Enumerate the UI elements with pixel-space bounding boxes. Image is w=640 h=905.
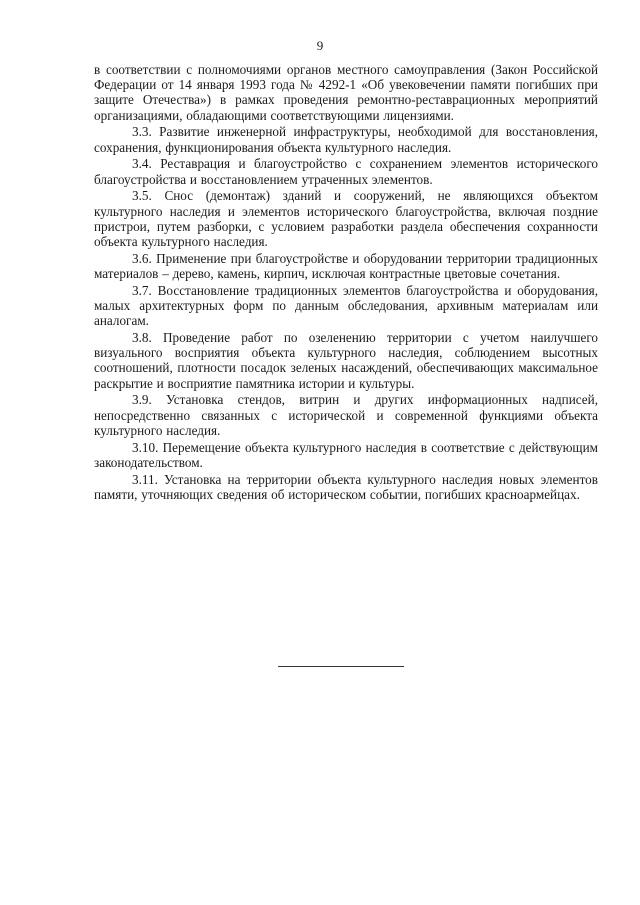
paragraph-continuation: в соответствии с полномочиями органов местного самоуправления (Закон Российской Федерации от 14 января 1993 года № 4292-1 «Об увековечении памяти погибших при защите Отечества») в рамках проведения ремонтно-реставрационных мероприятий организациями, обладающими соответствующими лицензиями. [94,62,598,123]
paragraph-3-9: 3.9. Установка стендов, витрин и других информационных надписей, непосредственно связанных с исторической и современной функциями объекта культурного наследия. [94,392,598,438]
end-divider-line [278,666,404,667]
paragraph-3-6: 3.6. Применение при благоустройстве и оборудовании территории традиционных материалов – дерево, камень, кирпич, исключая контрастные цветовые сочетания. [94,250,598,282]
paragraph-3-7: 3.7. Восстановление традиционных элементов благоустройства и оборудования, малых архитектурных форм по данным обследования, архивным материалам или аналогам. [94,282,598,329]
document-body [94,62,598,504]
paragraph-3-8: 3.8. Проведение работ по озеленению территории с учетом наилучшего визуального восприятия объекта культурного наследия, соблюдением высотных соотношений, плотности посадок зеленых насаждений, обеспечивающих максимальное раскрытие и восприятие памятника истории и культуры. [94,330,598,391]
paragraph-3-10: 3.10. Перемещение объекта культурного наследия в соответствие с действующим законодательством. [94,439,598,470]
paragraph-3-3: 3.3. Развитие инженерной инфраструктуры, необходимой для восстановления, сохранения, функционирования объекта культурного наследия. [94,124,598,155]
paragraph-3-11: 3.11. Установка на территории объекта культурного наследия новых элементов памяти, уточняющих сведения об историческом событии, погибших красноармейцах. [94,471,598,502]
paragraph-3-4: 3.4. Реставрация и благоустройство с сохранением элементов исторического благоустройства и восстановлением утраченных элементов. [94,156,598,187]
page-number: 9 [316,38,324,53]
paragraph-3-5: 3.5. Снос (демонтаж) зданий и сооружений, не являющихся объектом культурного наследия и элементов исторического благоустройства, включая поздние пристрои, путем разборки, с условием разработки раздела обеспечения сохранности объекта культурного наследия. [94,188,598,250]
